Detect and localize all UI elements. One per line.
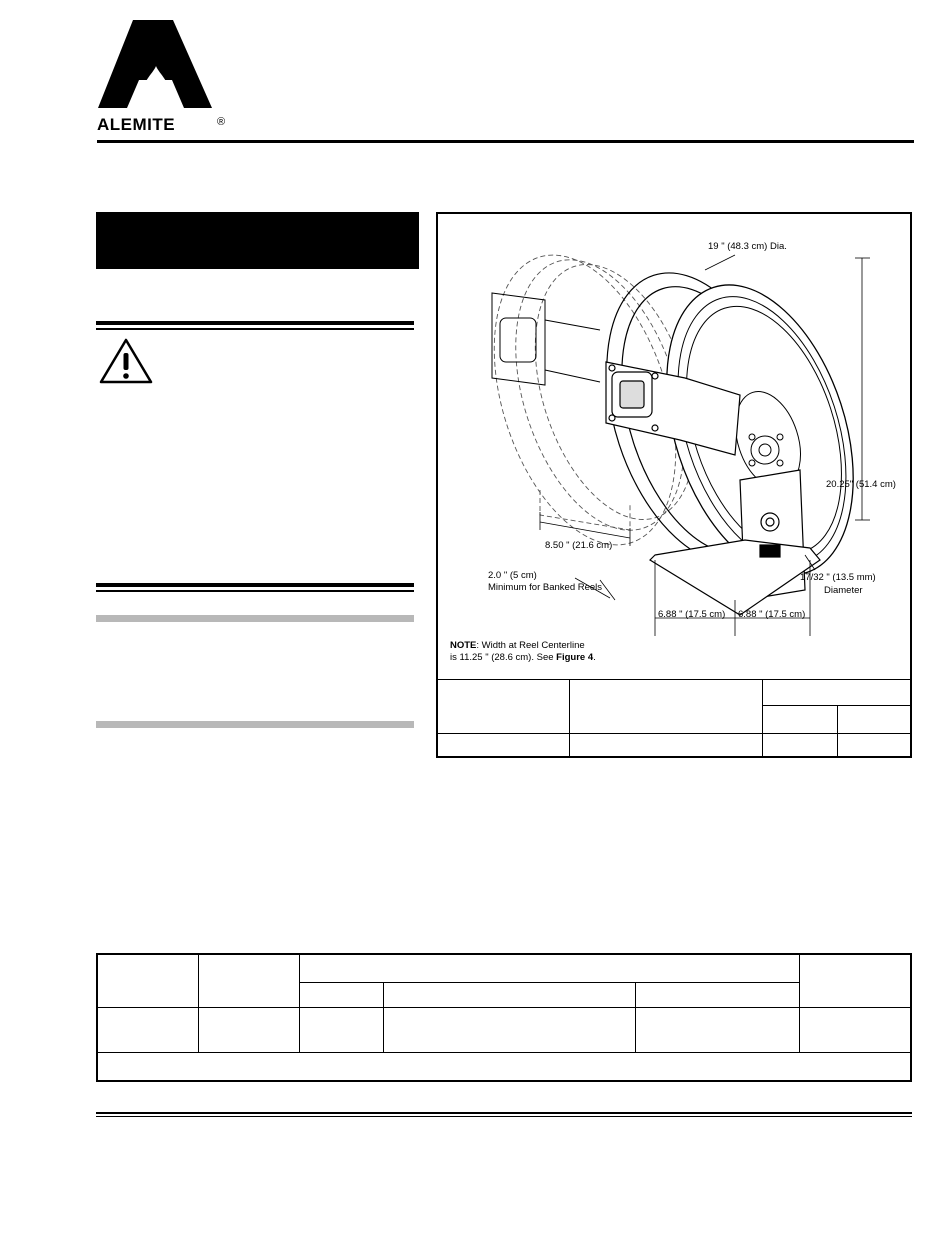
model-table-cell: [384, 1007, 636, 1052]
dim-bolt-hole-value: 17/32 " (13.5 mm): [800, 572, 876, 583]
dim-banked-min-value: 2.0 " (5 cm): [488, 570, 537, 581]
model-table-subheader-1: [300, 982, 384, 1007]
model-table-subheader-2: [384, 982, 636, 1007]
note-text-3: .: [593, 652, 596, 663]
model-table-header-3: [300, 954, 800, 982]
figure-note-line1: [450, 640, 585, 651]
brand-name: ALEMITE: [97, 115, 176, 134]
fig-table-header-1: [438, 680, 570, 734]
grey-divider-top: [96, 615, 414, 622]
model-table-cell: [97, 1007, 199, 1052]
fig-table-cell: [570, 734, 763, 757]
model-table-footer-cell: [97, 1052, 911, 1081]
model-table-header-1: [97, 954, 199, 1007]
model-table-cell: [800, 1007, 912, 1052]
dim-banked-min-label: Minimum for Banked Reels: [488, 582, 603, 593]
figure-note-line2: [450, 652, 596, 663]
fig-table-subheader-2: [838, 706, 911, 734]
intro-section-rule: [96, 583, 414, 592]
fig-table-header-2: [570, 680, 763, 734]
note-figure-ref: Figure 4: [556, 652, 594, 663]
fig-table-cell: [438, 734, 570, 757]
model-table-header-2: [199, 954, 300, 1007]
note-label: NOTE: [450, 640, 477, 651]
dim-diameter: 19 " (48.3 cm) Dia.: [708, 241, 787, 252]
dim-base-right: 6.88 " (17.5 cm): [738, 609, 806, 620]
title-bar: [96, 212, 419, 269]
dim-depth: 8.50 " (21.6 cm): [545, 540, 613, 551]
footer-rule: [96, 1112, 912, 1117]
fig-table-header-3: [763, 680, 911, 706]
model-table-cell: [300, 1007, 384, 1052]
model-table: [96, 953, 912, 1082]
dim-bolt-hole-label: Diameter: [824, 585, 863, 596]
fig-table-cell: [838, 734, 911, 757]
reel-hub: [749, 434, 783, 466]
fig-table-cell: [763, 734, 838, 757]
model-table-header-4: [800, 954, 912, 1007]
grey-divider-bottom: [96, 721, 414, 728]
model-table-cell: [636, 1007, 800, 1052]
registered-mark: ®: [217, 116, 226, 128]
dim-base-left: 6.88 " (17.5 cm): [658, 609, 726, 620]
warning-section-rule: [96, 321, 414, 330]
banked-bracket: [492, 293, 600, 385]
model-table-subheader-3: [636, 982, 800, 1007]
fig-table-subheader-1: [763, 706, 838, 734]
figure-spec-table: [437, 679, 911, 757]
model-table-cell: [199, 1007, 300, 1052]
note-text-2: is 11.25 " (28.6 cm). See: [450, 652, 557, 663]
hose-reel-dimension-drawing: [438, 214, 910, 680]
dim-height: 20.25" (51.4 cm): [826, 479, 896, 490]
warning-triangle-icon: [98, 337, 154, 385]
note-text-1: : Width at Reel Centerline: [476, 640, 585, 651]
header-rule: [97, 140, 914, 143]
